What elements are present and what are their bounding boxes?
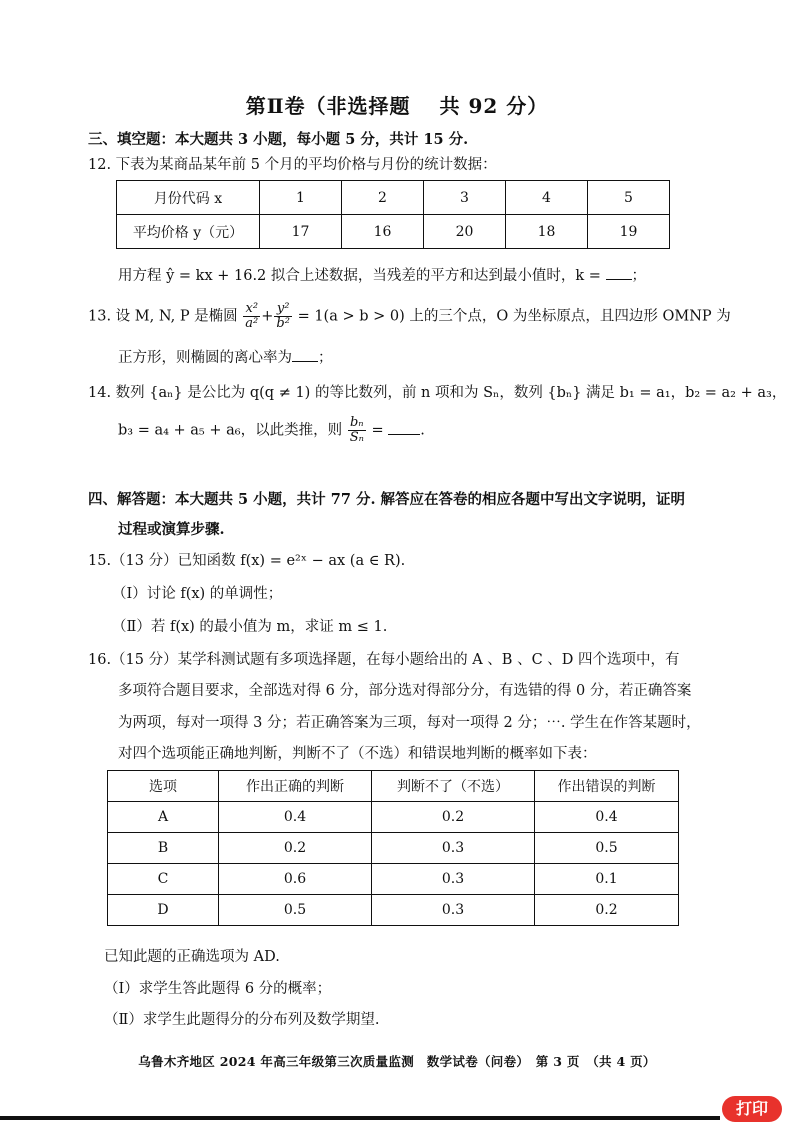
- q12-follow: [118, 264, 646, 285]
- table-cell: 0.2: [535, 895, 679, 926]
- q15-part2: （Ⅱ）若 f(x) 的最小值为 m，求证 m ≤ 1.: [112, 619, 388, 635]
- table-cell: 0.3: [372, 864, 535, 895]
- fraction-denominator: b²: [276, 316, 290, 331]
- table-cell: 2: [342, 181, 424, 215]
- table-cell: 17: [260, 215, 342, 249]
- answer-blank: [606, 267, 632, 280]
- q16-table: [107, 770, 679, 926]
- q13-line2-text: 正方形，则椭圆的离心率为: [118, 350, 292, 366]
- q12-table: [116, 180, 670, 249]
- table-cell: 4: [506, 181, 588, 215]
- table-cell: 0.5: [535, 833, 679, 864]
- q13-line2: [118, 346, 333, 367]
- fraction-denominator: a²: [245, 316, 259, 331]
- table-cell: 3: [424, 181, 506, 215]
- table-header: 选项: [108, 771, 219, 802]
- q16-part2: （Ⅱ）求学生此题得分的分布列及数学期望.: [104, 1012, 380, 1028]
- table-cell: 20: [424, 215, 506, 249]
- table-cell: 0.1: [535, 864, 679, 895]
- table-row: [108, 771, 679, 802]
- table-cell: A: [108, 802, 219, 833]
- solve-header-line1: 四、解答题：本大题共 5 小题，共计 77 分. 解答应在答卷的相应各题中写出文字说明，证明: [88, 491, 686, 508]
- q15-part1: （Ⅰ）讨论 f(x) 的单调性；: [112, 586, 283, 602]
- q12-row2-label: 平均价格 y（元）: [117, 215, 260, 249]
- q13-line1: [88, 302, 731, 331]
- table-row: [108, 895, 679, 926]
- q16-line2: 多项符合题目要求，全部选对得 6 分，部分选对得部分分，有选错的得 0 分，若正确答案: [118, 683, 692, 699]
- q15-stem: 15.（13 分）已知函数 f(x) = e²ˣ − ax (a ∈ R).: [88, 553, 406, 569]
- table-cell: C: [108, 864, 219, 895]
- q12-follow-text: 用方程 ŷ = kx + 16.2 拟合上述数据，当残差的平方和达到最小值时，k =: [118, 268, 601, 284]
- table-header: 判断不了（不选）: [372, 771, 535, 802]
- q14-line1: 14. 数列 {aₙ} 是公比为 q(q ≠ 1) 的等比数列，前 n 项和为 Sₙ，数列 {bₙ} 满足 b₁ = a₁，b₂ = a₂ + a₃，: [88, 385, 787, 401]
- q12-stem: 12. 下表为某商品某年前 5 个月的平均价格与月份的统计数据：: [88, 157, 497, 173]
- fill-in-header: 三、填空题：本大题共 3 小题，每小题 5 分，共计 15 分.: [88, 131, 469, 148]
- q13-plus: +: [261, 308, 274, 325]
- table-row: [108, 802, 679, 833]
- q16-line1: 16.（15 分）某学科测试题有多项选择题，在每小题给出的 A 、B 、C 、D 四个选项中，有: [88, 652, 680, 668]
- q14-line2: [118, 416, 425, 445]
- q14-line2-text: b₃ = a₄ + a₅ + a₆，以此类推，则: [118, 422, 343, 439]
- q12-follow-end: ；: [631, 268, 647, 284]
- answer-blank: [388, 422, 420, 435]
- fraction-numerator: bₙ: [348, 416, 366, 431]
- table-cell: 0.6: [219, 864, 372, 895]
- q13-line2-end: ；: [318, 350, 333, 366]
- fraction-numerator: x²: [243, 302, 260, 317]
- table-row: [117, 215, 670, 249]
- section-title: 第Ⅱ卷（非选择题 共 92 分）: [245, 94, 549, 118]
- table-header: 作出错误的判断: [535, 771, 679, 802]
- table-header: 作出正确的判断: [219, 771, 372, 802]
- table-row: [117, 181, 670, 215]
- q16-known: 已知此题的正确选项为 AD.: [104, 949, 280, 965]
- table-cell: 0.2: [219, 833, 372, 864]
- q13-fraction-y: [274, 302, 292, 331]
- table-cell: 0.5: [219, 895, 372, 926]
- q14-equals: =: [371, 422, 384, 439]
- q13-fraction-x: [243, 302, 260, 331]
- table-cell: D: [108, 895, 219, 926]
- table-row: [108, 864, 679, 895]
- table-cell: 1: [260, 181, 342, 215]
- table-cell: 0.2: [372, 802, 535, 833]
- table-cell: B: [108, 833, 219, 864]
- bottom-divider: [0, 1116, 720, 1120]
- table-cell: 0.3: [372, 895, 535, 926]
- table-cell: 19: [588, 215, 670, 249]
- q13-text-a: 13. 设 M, N, P 是椭圆: [88, 308, 238, 325]
- fraction-denominator: Sₙ: [349, 430, 364, 445]
- page-footer: 乌鲁木齐地区 2024 年高三年级第三次质量监测 数学试卷（问卷） 第 3 页 （共 4 页）: [138, 1054, 656, 1069]
- q12-row1-label: 月份代码 x: [117, 181, 260, 215]
- q16-line4: 对四个选项能正确地判断，判断不了（不选）和错误地判断的概率如下表：: [118, 746, 597, 762]
- table-cell: 0.4: [219, 802, 372, 833]
- table-row: [108, 833, 679, 864]
- table-cell: 0.4: [535, 802, 679, 833]
- print-button[interactable]: 打印: [722, 1096, 782, 1122]
- solve-header-line2: 过程或演算步骤.: [118, 521, 225, 538]
- q16-part1: （Ⅰ）求学生答此题得 6 分的概率；: [104, 981, 332, 997]
- q14-line2-end: .: [420, 422, 425, 439]
- answer-blank: [292, 349, 318, 362]
- table-cell: 0.3: [372, 833, 535, 864]
- table-cell: 5: [588, 181, 670, 215]
- q13-text-b: = 1(a > b > 0) 上的三个点，O 为坐标原点，且四边形 OMNP 为: [297, 308, 731, 325]
- q14-fraction: [348, 416, 366, 445]
- table-cell: 18: [506, 215, 588, 249]
- q16-line3: 为两项，每对一项得 3 分；若正确答案为三项，每对一项得 2 分；⋯. 学生在作答某题时，: [118, 715, 701, 731]
- fraction-numerator: y²: [274, 302, 292, 317]
- table-cell: 16: [342, 215, 424, 249]
